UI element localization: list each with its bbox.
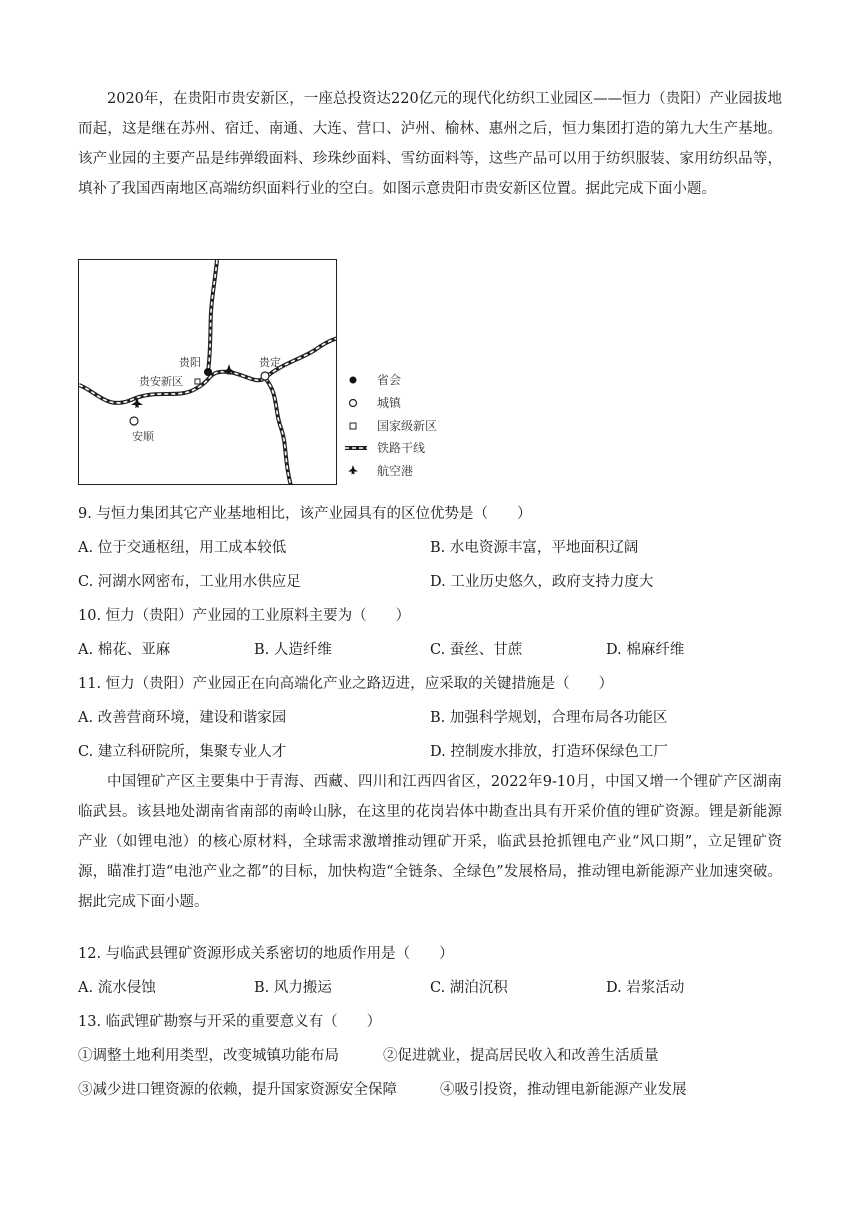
legend-airport (345, 461, 485, 481)
location-map (78, 259, 337, 485)
guiyang-label: 贵阳 (179, 356, 201, 369)
q9-option-d[interactable]: D. 工业历史悠久，政府支持力度大 (430, 574, 654, 590)
legend-town-label: 城镇 (377, 396, 402, 410)
legend-airport-label: 航空港 (377, 464, 414, 478)
guiyang-capital-marker (204, 368, 212, 376)
legend-capital-label: 省会 (377, 373, 402, 387)
q10-option-a[interactable]: A. 棉花、亚麻 (78, 642, 171, 658)
q12-option-c[interactable]: C. 湖泊沉积 (430, 980, 508, 996)
airport-icon (345, 464, 367, 478)
q11-option-d[interactable]: D. 控制废水排放，打造环保绿色工厂 (430, 744, 668, 760)
intro-paragraph-1: 2020年，在贵阳市贵安新区，一座总投资达220亿元的现代化纺织工业园区——恒力（贵阳）产业园拔地而起，这是继在苏州、宿迁、南通、大连、营口、泸州、榆林、惠州之后，恒力集团打造的第九大生产基地。该产业园的主要产品是纬弹缎面料、珍珠纱面料、雪纺面料等，这些产品可以用于纺织服装、家用纺织品等，填补了我国西南地区高端纺织面料行业的空白。如图示意贵阳市贵安新区位置。据此完成下面小题。 (78, 91, 782, 197)
q12-option-a[interactable]: A. 流水侵蚀 (78, 980, 156, 996)
legend-town (345, 393, 485, 413)
q13-statement-1: ①调整土地利用类型，改变城镇功能布局 (78, 1048, 339, 1064)
guiding-town-marker (261, 372, 269, 380)
q11-option-c[interactable]: C. 建立科研院所，集聚专业人才 (78, 744, 287, 760)
legend-railway-label: 铁路干线 (377, 441, 426, 455)
q10-option-d[interactable]: D. 棉麻纤维 (606, 642, 685, 658)
q10-option-c[interactable]: C. 蚕丝、甘蔗 (430, 642, 523, 658)
q11-option-a[interactable]: A. 改善营商环境，建设和谐家园 (78, 710, 287, 726)
q9-option-b[interactable]: B. 水电资源丰富，平地面积辽阔 (430, 540, 639, 556)
map-svg (79, 260, 337, 485)
map-legend (345, 370, 485, 485)
legend-national-new-area-label: 国家级新区 (377, 419, 438, 433)
guian-new-area-marker (195, 379, 200, 384)
anshun-label: 安顺 (132, 430, 154, 443)
guiding-label: 贵定 (259, 356, 281, 369)
legend-capital (345, 370, 485, 390)
anshun-town-marker (130, 417, 138, 425)
q13-statement-2: ②促进就业，提高居民收入和改善生活质量 (383, 1048, 659, 1064)
q12-option-d[interactable]: D. 岩浆活动 (606, 980, 685, 996)
q9-option-a[interactable]: A. 位于交通枢纽，用工成本较低 (78, 540, 287, 556)
q10-option-b[interactable]: B. 人造纤维 (254, 642, 332, 658)
guian-label: 贵安新区 (139, 375, 183, 388)
q11-option-b[interactable]: B. 加强科学规划，合理布局各功能区 (430, 710, 668, 726)
intro-paragraph-2: 中国锂矿产区主要集中于青海、西藏、四川和江西四省区，2022年9-10月，中国又增一个锂矿产区湖南临武县。该县地处湖南省南部的南岭山脉，在这里的花岗岩体中勘查出具有开采价值的锂矿资源。锂是新能源产业（如锂电池）的核心原材料，全球需求激增推动锂矿开采，临武县抢抓锂电产业“风口期”，立足锂矿资源，瞄准打造“电池产业之都”的目标，加快构造“全链条、全绿色”发展格局，推动锂电新能源产业加速突破。据此完成下面小题。 (78, 774, 782, 910)
question-13-stem: 13. 临武锂矿勘察与开采的重要意义有（ ） (78, 1014, 382, 1030)
question-11-stem: 11. 恒力（贵阳）产业园正在向高端化产业之路迈进，应采取的关键措施是（ ） (78, 676, 614, 692)
question-9-stem: 9. 与恒力集团其它产业基地相比，该产业园具有的区位优势是（ ） (78, 506, 532, 522)
question-10-stem: 10. 恒力（贵阳）产业园的工业原料主要为（ ） (78, 608, 411, 624)
question-12-stem: 12. 与临武县锂矿资源形成关系密切的地质作用是（ ） (78, 946, 454, 962)
q12-option-b[interactable]: B. 风力搬运 (254, 980, 332, 996)
legend-national-new-area (345, 416, 485, 436)
legend-railway (345, 438, 485, 458)
q13-statement-3: ③减少进口锂资源的依赖，提升国家资源安全保障 (78, 1082, 397, 1098)
q13-statement-4: ④吸引投资，推动锂电新能源产业发展 (440, 1082, 687, 1098)
q9-option-c[interactable]: C. 河湖水网密布，工业用水供应足 (78, 574, 301, 590)
